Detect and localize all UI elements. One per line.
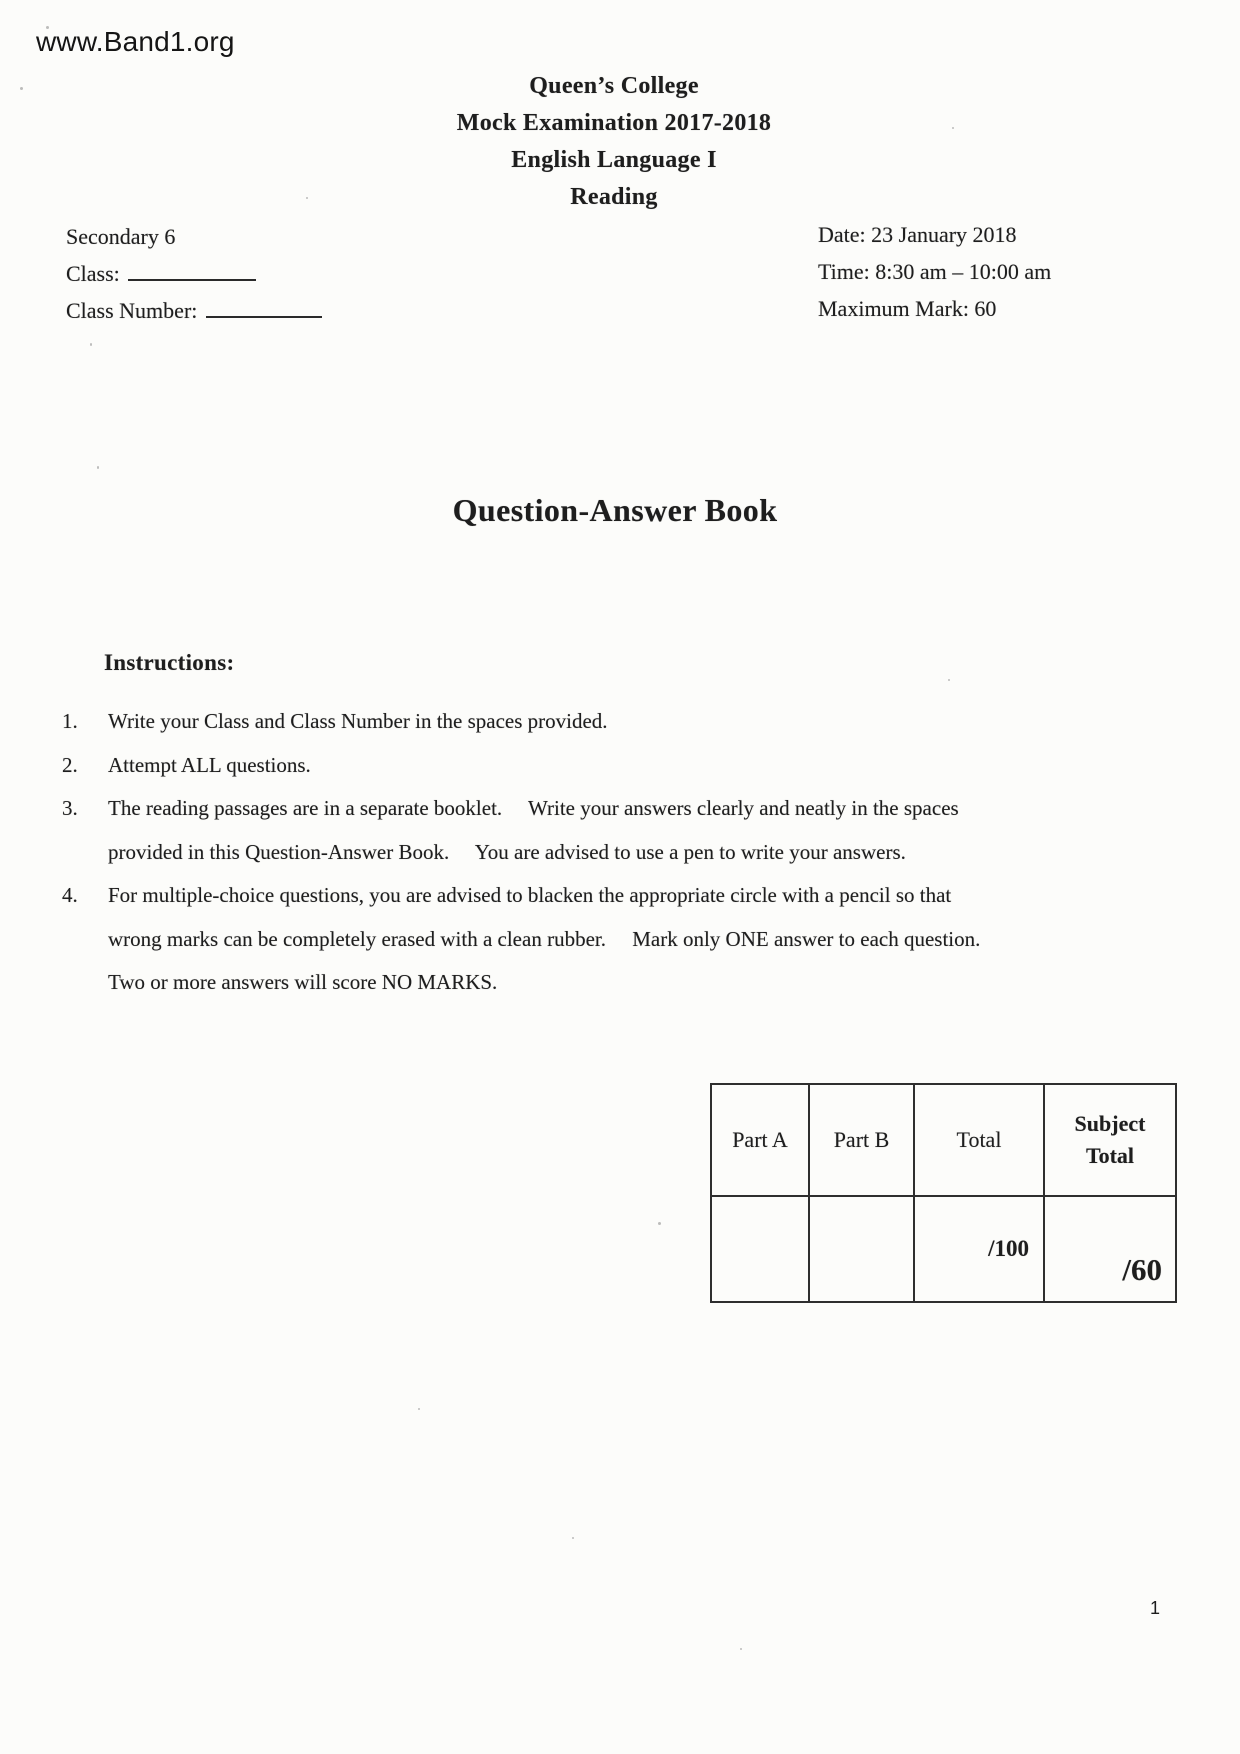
scan-speck [46, 26, 49, 29]
school-name: Queen’s College [529, 73, 699, 99]
instruction-item [62, 744, 1152, 788]
class-label: Class: [66, 261, 120, 286]
instruction-item [62, 874, 1152, 1005]
subject-total-header-text: Subject Total [1074, 1111, 1146, 1168]
instruction-line: provided in this Question-Answer Book. You are advised to use a pen to write your answers. [108, 839, 906, 864]
instruction-line: Write your Class and Class Number in the spaces provided. [108, 709, 608, 733]
scan-speck [572, 1537, 574, 1539]
instruction-line: Two or more answers will score NO MARKS. [108, 970, 498, 994]
page-number: 1 [1150, 1598, 1161, 1618]
scan-speck [97, 466, 99, 469]
instruction-item [62, 787, 1152, 874]
marks-table [710, 1083, 1177, 1303]
scan-speck [948, 679, 950, 681]
instruction-line: wrong marks can be completely erased with a clean rubber. Mark only ONE answer to each question. [108, 926, 981, 951]
part-a-header: Part A [712, 1085, 810, 1197]
scan-speck [418, 1408, 420, 1410]
subject-total-header [1045, 1085, 1175, 1197]
instruction-number: 2. [62, 752, 78, 777]
exam-max-mark: Maximum Mark: 60 [818, 296, 997, 321]
instruction-line: Attempt ALL questions. [108, 752, 311, 777]
instruction-number: 3. [62, 796, 78, 820]
exam-header [0, 68, 1240, 216]
class-number-label: Class Number: [66, 298, 198, 323]
part-a-score-cell [712, 1197, 810, 1301]
scan-speck [952, 127, 954, 129]
class-blank-line [128, 261, 256, 281]
scan-speck [840, 897, 842, 899]
book-title: Question-Answer Book [452, 492, 778, 528]
instruction-line: The reading passages are in a separate booklet. Write your answers clearly and neatly in the spaces [108, 796, 959, 820]
part-b-score-cell [810, 1197, 915, 1301]
instruction-number: 1. [62, 709, 78, 733]
class-number-row [66, 292, 322, 329]
total-header: Total [915, 1085, 1045, 1197]
scan-speck [90, 343, 92, 346]
level-text: Secondary 6 [66, 224, 176, 249]
exam-info-block [818, 216, 1051, 327]
scan-speck [306, 197, 308, 199]
class-row [66, 255, 322, 292]
subject-total-score-cell: /60 [1122, 1252, 1162, 1287]
part-b-header: Part B [810, 1085, 915, 1197]
scan-speck [740, 1648, 742, 1650]
paper-name: Reading [570, 184, 658, 210]
class-number-blank-line [206, 298, 322, 318]
scan-speck [20, 87, 23, 90]
instruction-item [62, 700, 1152, 744]
exam-name: Mock Examination 2017-2018 [456, 110, 772, 136]
site-watermark: www.Band1.org [36, 26, 235, 57]
instructions-heading: Instructions: [104, 650, 235, 675]
subject-name: English Language I [511, 147, 717, 173]
instruction-line: For multiple-choice questions, you are advised to blacken the appropriate circle with a pencil so that [108, 883, 952, 907]
total-score-cell: /100 [915, 1197, 1045, 1301]
exam-time: Time: 8:30 am – 10:00 am [818, 259, 1052, 284]
candidate-info-block [66, 218, 322, 329]
scan-speck [658, 1222, 661, 1225]
instructions-list [62, 700, 1152, 1005]
instruction-number: 4. [62, 883, 78, 907]
exam-date: Date: 23 January 2018 [818, 222, 1017, 247]
